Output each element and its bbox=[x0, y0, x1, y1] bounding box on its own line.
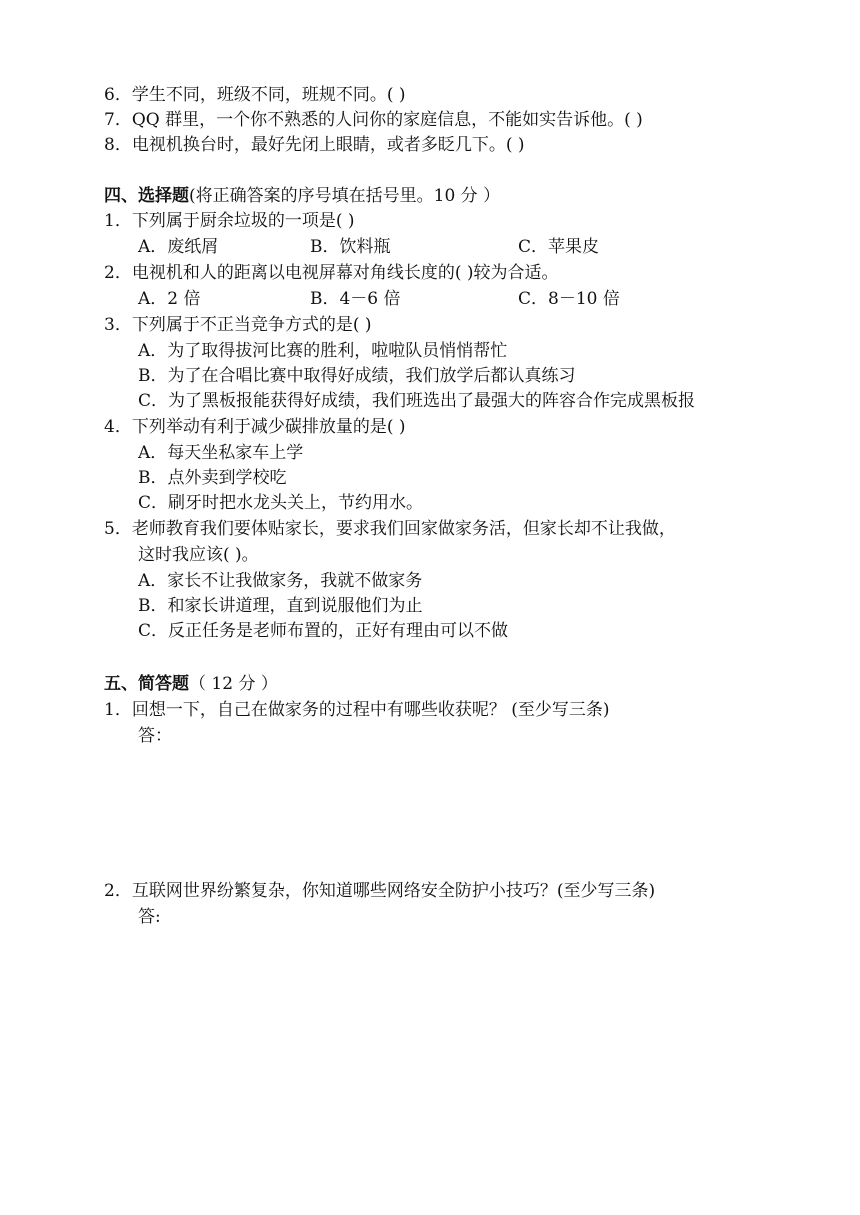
section4-note: (将正确答案的序号填在括号里。10 分 ） bbox=[189, 186, 501, 206]
choice-q3-option-a: A．为了取得拔河比赛的胜利，啦啦队员悄悄帮忙 bbox=[138, 341, 508, 361]
section5-title: 五、简答题 bbox=[104, 674, 189, 694]
choice-q2-option-a: A．2 倍 bbox=[138, 289, 201, 309]
judge-item-6: 6．学生不同，班级不同，班规不同。( ) bbox=[104, 85, 406, 105]
choice-q3-option-b: B．为了在合唱比赛中取得好成绩，我们放学后都认真练习 bbox=[138, 366, 576, 386]
choice-q1-option-c: C．苹果皮 bbox=[518, 237, 600, 257]
judge-item-7: 7．QQ 群里，一个你不熟悉的人问你的家庭信息，不能如实告诉他。( ) bbox=[104, 110, 643, 130]
choice-q5-option-a: A．家长不让我做家务，我就不做家务 bbox=[138, 571, 423, 591]
choice-q4-option-c: C．刷牙时把水龙头关上，节约用水。 bbox=[138, 493, 424, 513]
section4-title: 四、选择题 bbox=[104, 186, 189, 206]
choice-q1-stem: 1．下列属于厨余垃圾的一项是( ) bbox=[104, 211, 355, 231]
choice-q2-option-b: B．4－6 倍 bbox=[310, 289, 401, 309]
choice-q5-option-b: B．和家长讲道理，直到说服他们为止 bbox=[138, 596, 423, 616]
choice-q2-stem: 2．电视机和人的距离以电视屏幕对角线长度的( )较为合适。 bbox=[104, 263, 559, 283]
choice-q1-option-a: A．废纸屑 bbox=[138, 237, 219, 257]
choice-q5-stem-line2: 这时我应该( )。 bbox=[138, 545, 259, 565]
choice-q3-option-c: C．为了黑板报能获得好成绩，我们班选出了最强大的阵容合作完成黑板报 bbox=[138, 391, 696, 411]
short-answer-q1-stem: 1．回想一下，自己在做家务的过程中有哪些收获呢？ (至少写三条) bbox=[104, 700, 610, 720]
choice-q4-option-b: B．点外卖到学校吃 bbox=[138, 468, 287, 488]
choice-q4-stem: 4．下列举动有利于减少碳排放量的是( ) bbox=[104, 417, 406, 437]
choice-q4-option-a: A．每天坐私家车上学 bbox=[138, 443, 304, 463]
short-answer-q2-answer-label: 答: bbox=[138, 907, 161, 927]
short-answer-q1-answer-label: 答： bbox=[138, 726, 172, 746]
choice-q3-stem: 3．下列属于不正当竞争方式的是( ) bbox=[104, 315, 372, 335]
judge-item-8: 8．电视机换台时，最好先闭上眼睛，或者多眨几下。( ) bbox=[104, 135, 525, 155]
choice-q5-option-c: C．反正任务是老师布置的，正好有理由可以不做 bbox=[138, 621, 509, 641]
short-answer-q2-stem: 2．互联网世界纷繁复杂，你知道哪些网络安全防护小技巧？(至少写三条) bbox=[104, 881, 656, 901]
section4-heading bbox=[104, 185, 500, 207]
choice-q5-stem-line1: 5．老师教育我们要体贴家长，要求我们回家做家务活，但家长却不让我做， bbox=[104, 519, 676, 539]
choice-q1-option-b: B．饮料瓶 bbox=[310, 237, 391, 257]
choice-q2-option-c: C．8－10 倍 bbox=[518, 289, 620, 309]
section5-note: （ 12 分 ） bbox=[189, 674, 278, 694]
section5-heading bbox=[104, 673, 278, 695]
